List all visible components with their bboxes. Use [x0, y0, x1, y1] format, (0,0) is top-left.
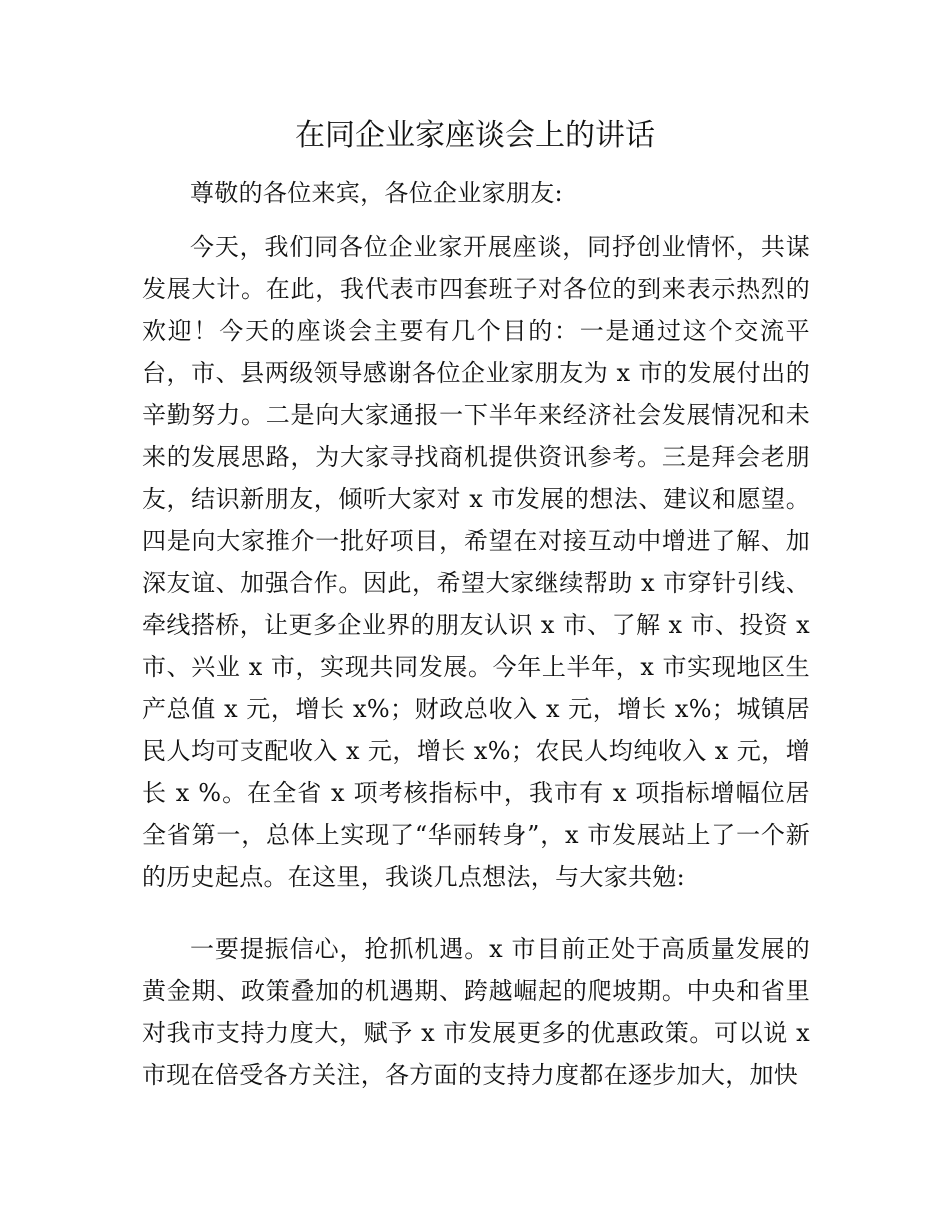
- paragraph-2: 一要提振信心，抢抓机遇。x 市目前正处于高质量发展的黄金期、政策叠加的机遇期、跨越崛起的爬坡期。中央和省里对我市支持力度大，赋予 x 市发展更多的优惠政策。可以说 x 市现在倍受各方关注，各方面的支持力度都在逐步加大，加快: [142, 935, 810, 1089]
- document-title: 在同企业家座谈会上的讲话: [295, 118, 655, 153]
- paragraph-1: 今天，我们同各位企业家开展座谈，同抒创业情怀，共谋发展大计。在此，我代表市四套班子对各位的到来表示热烈的欢迎！今天的座谈会主要有几个目的：一是通过这个交流平台，市、县两级领导感谢各位企业家朋友为 x 市的发展付出的辛勤努力。二是向大家通报一下半年来经济社会发展情况和未来的发展思路，为大家寻找商机提供资讯参考。三是拜会老朋友，结识新朋友，倾听大家对 x 市发展的想法、建议和愿望。四是向大家推介一批好项目，希望在对接互动中增进了解、加深友谊、加强合作。因此，希望大家继续帮助 x 市穿针引线、牵线搭桥，让更多企业界的朋友认识 x 市、了解 x 市、投资 x 市、兴业 x 市，实现共同发展。今年上半年，x 市实现地区生产总值 x 元，增长 x%；财政总收入 x 元，增长 x%；城镇居民人均可支配收入 x 元，增长 x%；农民人均纯收入 x 元，增长 x %。在全省 x 项考核指标中，我市有 x 项指标增幅位居全省第一，总体上实现了“华丽转身”，x 市发展站上了一个新的历史起点。在这里，我谈几点想法，与大家共勉:: [142, 233, 810, 891]
- salutation: 尊敬的各位来宾，各位企业家朋友:: [190, 179, 563, 207]
